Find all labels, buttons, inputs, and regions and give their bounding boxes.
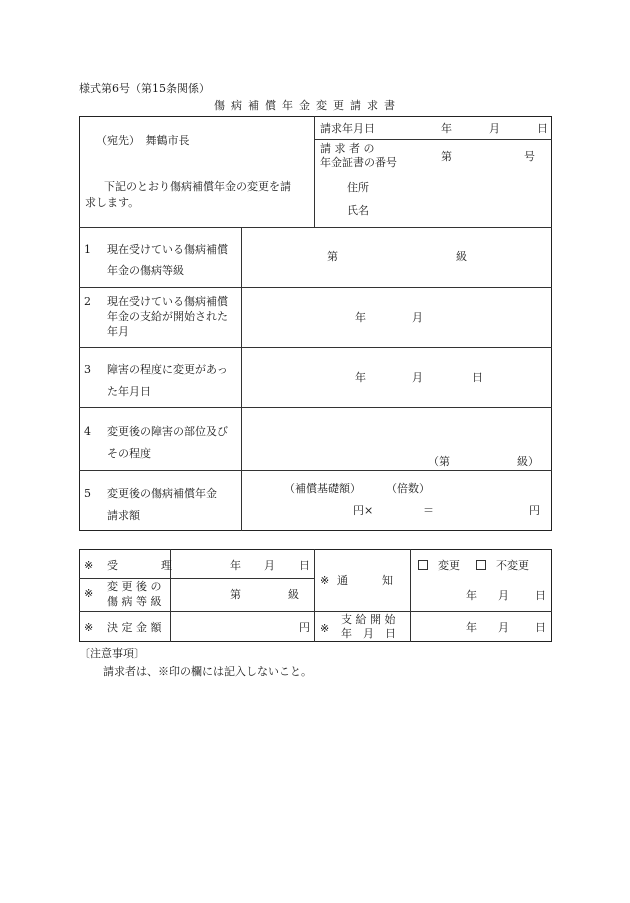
divider: [79, 287, 552, 288]
cert-number-input[interactable]: [456, 148, 520, 166]
row-label: 変更後の傷病補償年金: [107, 487, 217, 500]
cert-dai: 第: [441, 150, 452, 163]
row-label-cont: その程度: [107, 447, 151, 460]
start-month-unit: 月: [412, 311, 423, 324]
change-day-input[interactable]: [430, 369, 472, 387]
new-grade-input[interactable]: [452, 453, 516, 471]
divider: [79, 611, 552, 612]
start-label-2: 年 月 日: [341, 627, 396, 640]
amount-yen-unit: 円: [299, 621, 310, 634]
amount-input[interactable]: [440, 501, 526, 519]
notes-text: 請求者は、※印の欄には記入しないこと。: [103, 665, 312, 678]
notice-label: 通 知: [337, 574, 397, 587]
request-text-cont: 求します。: [85, 196, 140, 209]
receipt-month-unit: 月: [264, 559, 275, 572]
receipt-year-unit: 年: [230, 559, 241, 572]
injury-detail-input[interactable]: [248, 412, 548, 454]
row-number: 3: [84, 363, 91, 376]
ratio-input[interactable]: [376, 501, 420, 519]
change-day-unit: 日: [472, 371, 483, 384]
request-month-input[interactable]: [455, 120, 489, 138]
row-number: 4: [84, 425, 91, 438]
cert-label-2: 年金証書の番号: [320, 156, 397, 169]
row-label-cont: 請求額: [107, 509, 140, 522]
office-mark: ※: [84, 559, 94, 572]
name-input[interactable]: [375, 202, 549, 220]
current-grade-input[interactable]: [345, 248, 449, 266]
address-input[interactable]: [375, 179, 549, 197]
office-grade-kyu: 級: [288, 588, 299, 601]
amount-label: 決 定 金 額: [107, 621, 162, 634]
divider: [79, 347, 552, 348]
start-year-unit: 年: [355, 311, 366, 324]
base-amount-label: （補償基礎額）: [284, 482, 361, 495]
cert-label: 請 求 者 の: [320, 142, 375, 155]
divider: [314, 549, 315, 642]
notice-month-unit: 月: [498, 589, 509, 602]
receipt-label: 受 理: [107, 559, 179, 572]
receipt-day-unit: 日: [299, 559, 310, 572]
divider: [241, 227, 242, 531]
request-text: 下記のとおり傷病補償年金の変更を請: [104, 180, 291, 193]
row-label-cont: 年月: [107, 325, 129, 338]
nochange-checkbox[interactable]: [476, 560, 486, 570]
cert-go: 号: [524, 150, 535, 163]
office-mark: ※: [320, 622, 330, 635]
change-checkbox[interactable]: [418, 560, 428, 570]
divider: [79, 578, 314, 579]
start-month-unit: 月: [498, 621, 509, 634]
form-title: 傷病補償年金変更請求書: [214, 99, 401, 112]
address-label: 住所: [347, 181, 369, 194]
grade-dai: 第: [327, 250, 338, 263]
new-grade-label: 変 更 後 の: [107, 580, 162, 593]
start-day-unit: 日: [535, 621, 546, 634]
nochange-label: 不変更: [496, 559, 529, 572]
form-number: 様式第6号（第15条関係）: [79, 82, 210, 95]
change-month-input[interactable]: [372, 369, 412, 387]
row-label-cont: 年金の支給が開始された: [107, 310, 228, 323]
row-number: 2: [84, 295, 91, 308]
start-year-unit: 年: [466, 621, 477, 634]
start-label: 支 給 開 始: [341, 613, 396, 626]
request-month-unit: 月: [489, 122, 500, 135]
start-month-input[interactable]: [372, 309, 412, 327]
row-label: 現在受けている傷病補償: [107, 243, 228, 256]
new-grade-label-2: 傷 病 等 級: [107, 595, 162, 608]
name-label: 氏名: [347, 204, 369, 217]
divider: [79, 407, 552, 408]
new-grade-kyu: 級）: [517, 455, 539, 468]
row-label-cont: た年月日: [107, 385, 151, 398]
office-mark: ※: [84, 621, 94, 634]
row-label-cont: 年金の傷病等級: [107, 264, 184, 277]
equals: ＝: [423, 504, 434, 517]
change-label: 変更: [438, 559, 460, 572]
base-amount-input[interactable]: [270, 501, 352, 519]
addressee: （宛先） 舞鶴市長: [96, 134, 190, 147]
request-day-input[interactable]: [503, 120, 537, 138]
office-mark: ※: [320, 574, 330, 587]
notes-heading: 〔注意事項〕: [79, 647, 145, 660]
row-label: 変更後の障害の部位及び: [107, 425, 228, 438]
divider: [410, 549, 411, 642]
start-year-input[interactable]: [300, 309, 354, 327]
request-year-unit: 年: [441, 122, 452, 135]
grade-kyu: 級: [456, 250, 467, 263]
row-number: 5: [84, 487, 91, 500]
change-month-unit: 月: [412, 371, 423, 384]
request-day-unit: 日: [537, 122, 548, 135]
notice-day-unit: 日: [535, 589, 546, 602]
divider: [314, 116, 315, 227]
change-year-input[interactable]: [300, 369, 354, 387]
request-year-input[interactable]: [385, 120, 439, 138]
office-grade-dai: 第: [230, 588, 241, 601]
yen-unit: 円: [529, 504, 540, 517]
notice-year-unit: 年: [466, 589, 477, 602]
request-date-label: 請求年月日: [320, 122, 375, 135]
row-number: 1: [84, 243, 91, 256]
office-mark: ※: [84, 587, 94, 600]
new-grade-dai: （第: [428, 455, 450, 468]
change-year-unit: 年: [355, 371, 366, 384]
ratio-label: （倍数）: [386, 482, 430, 495]
divider: [79, 227, 552, 228]
row-label: 障害の程度に変更があっ: [107, 363, 228, 376]
row-label: 現在受けている傷病補償: [107, 295, 228, 308]
divider: [314, 139, 552, 140]
yen-times: 円×: [353, 504, 374, 517]
